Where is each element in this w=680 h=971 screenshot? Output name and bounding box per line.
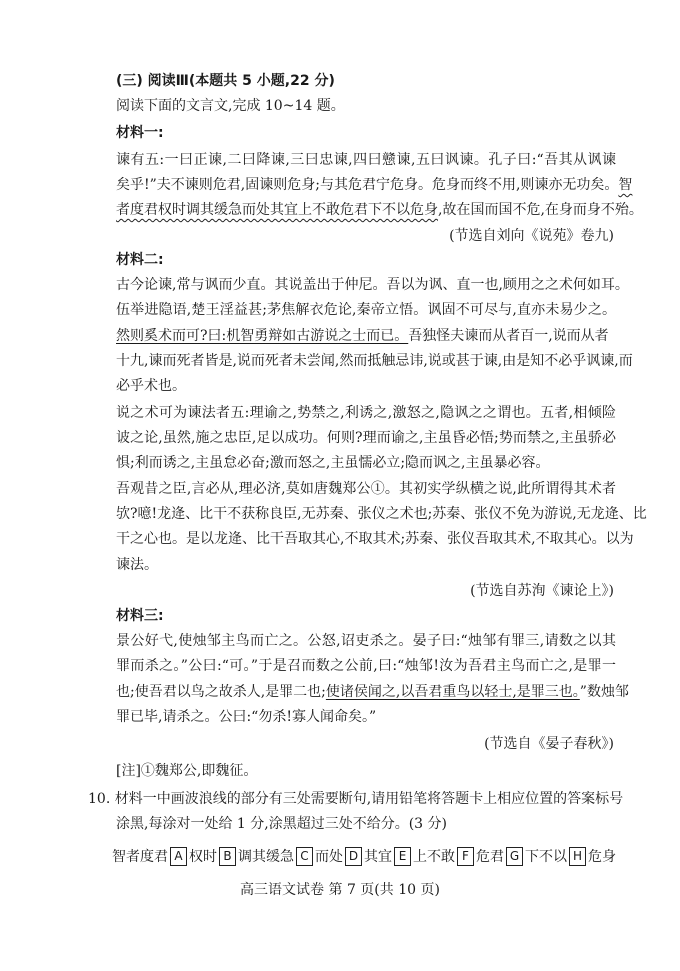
material2-line: 必乎术也。 <box>116 378 186 394</box>
material1-wavy-passage: 者度君权时调其缓急而处其宜上不敢危君下不以危身 <box>116 202 438 218</box>
material3-line <box>116 683 629 701</box>
answer-box-d[interactable]: D <box>345 847 362 866</box>
material2-line: 说之术可为谏法者五:理谕之,势禁之,利诱之,激怒之,隐讽之之谓也。五者,相倾险 <box>116 405 616 421</box>
answer-box-f[interactable]: F <box>457 847 474 866</box>
material1-wavy-start: 智 <box>618 177 633 193</box>
material1-line-rest: ,故在国而国不危,在身而身不殆。 <box>438 202 643 218</box>
answer-segment: 而处 <box>315 849 343 865</box>
material2-title: 材料二: <box>116 252 164 268</box>
answer-segment: 智者度君 <box>112 849 168 865</box>
material2-underlined-sentence: 然则奚术而可?曰:机智勇辩如古游说之士而已。 <box>116 328 409 344</box>
material3-line: 罪已毕,请杀之。公曰:“勿杀!寡人闻命矣。” <box>116 709 377 725</box>
answer-segment: 下不以 <box>525 849 567 865</box>
material2-line: 吾观昔之臣,言必从,理必济,莫如唐魏郑公①。其初实学纵横之说,此所谓得其术者 <box>116 481 616 497</box>
material2-source: (节选自苏洵《谏论上》) <box>470 583 614 599</box>
material3-line: 罪而杀之。”公曰:“可。”于是召而数之公前,曰:“烛邹!汝为吾君主鸟而亡之,是罪一 <box>116 658 616 674</box>
question10-text: 涂黑,每涂对一处给 1 分,涂黑超过三处不给分。(3 分) <box>116 816 447 832</box>
answer-box-b[interactable]: B <box>219 847 236 866</box>
material2-line <box>116 327 616 345</box>
material2-line-rest: 吾独怪夫谏而从者百一,说而从者 <box>408 328 609 344</box>
material1-line: 谏有五:一曰正谏,二曰降谏,三曰忠谏,四曰戆谏,五曰讽谏。孔子曰:“吾其从讽谏 <box>116 152 616 168</box>
answer-box-h[interactable]: H <box>569 847 586 866</box>
material1-source: (节选自刘向《说苑》卷九) <box>449 228 614 244</box>
answer-segment: 危身 <box>588 849 616 865</box>
answer-segment: 其宜 <box>364 849 392 865</box>
material2-line: 欤?噫!龙逄、比干不获称良臣,无苏秦、张仪之术也;苏秦、张仪不免为游说,无龙逄、比 <box>116 506 647 522</box>
material2-line: 干之心也。是以龙逄、比干吾取其心,不取其术;苏秦、张仪吾取其术,不取其心。以为 <box>116 531 634 547</box>
material1-title: 材料一: <box>116 125 164 141</box>
answer-segment: 权时 <box>189 849 217 865</box>
answer-box-c[interactable]: C <box>296 847 313 866</box>
answer-segment: 上不敢 <box>413 849 455 865</box>
answer-box-g[interactable]: G <box>506 847 523 866</box>
material3-title: 材料三: <box>116 608 164 624</box>
material2-line: 诐之论,虽然,施之忠臣,足以成功。何则?理而谕之,主虽昏必悟;势而禁之,主虽骄必 <box>116 430 616 446</box>
answer-box-a[interactable]: A <box>170 847 187 866</box>
answer-box-e[interactable]: E <box>394 847 411 866</box>
material2-line: 惧;利而诱之,主虽怠必奋;激而怒之,主虽懦必立;隐而讽之,主虽暴必容。 <box>116 455 550 471</box>
material3-underlined-sentence: 使诸侯闻之,以吾君重鸟以轻士,是罪三也。 <box>325 684 580 700</box>
question10-answer-options <box>112 845 616 867</box>
annotation-note: [注]①魏郑公,即魏征。 <box>116 763 258 779</box>
question10-text: 10. 材料一中画波浪线的部分有三处需要断句,请用铅笔将答题卡上相应位置的答案标号 <box>88 791 624 807</box>
material3-line-text: 也;使吾君以鸟之故杀人,是罪二也; <box>116 684 326 700</box>
page-footer: 高三语文试卷 第 7 页(共 10 页) <box>240 882 440 898</box>
material3-line: 景公好弋,使烛邹主鸟而亡之。公怒,诏吏杀之。晏子曰:“烛邹有罪三,请数之以其 <box>116 633 616 649</box>
section-heading: (三) 阅读Ⅲ(本题共 5 小题,22 分) <box>116 73 335 89</box>
material2-line: 谏法。 <box>116 557 158 573</box>
material1-line-text: 矣乎!”夫不谏则危君,固谏则危身;与其危君宁危身。危身而终不用,则谏亦无功矣。 <box>116 177 619 193</box>
material2-line: 伍举进隐语,楚王淫益甚;茅焦解衣危论,秦帝立悟。讽固不可尽与,直亦未易少之。 <box>116 302 616 318</box>
material2-line: 古今论谏,常与讽而少直。其说盖出于仲尼。吾以为讽、直一也,顾用之之术何如耳。 <box>116 277 629 293</box>
material2-line: 十九,谏而死者皆是,说而死者未尝闻,然而抵触忌讳,说或甚于谏,由是知不必乎讽谏,而 <box>116 353 633 369</box>
material1-line <box>116 201 643 219</box>
answer-segment: 调其缓急 <box>238 849 294 865</box>
answer-segment: 危君 <box>476 849 504 865</box>
material3-line-rest: ”数烛邹 <box>579 684 629 700</box>
material3-source: (节选自《晏子春秋》) <box>484 736 614 752</box>
section-instruction: 阅读下面的文言文,完成 10~14 题。 <box>116 98 345 114</box>
material1-line <box>116 176 633 194</box>
